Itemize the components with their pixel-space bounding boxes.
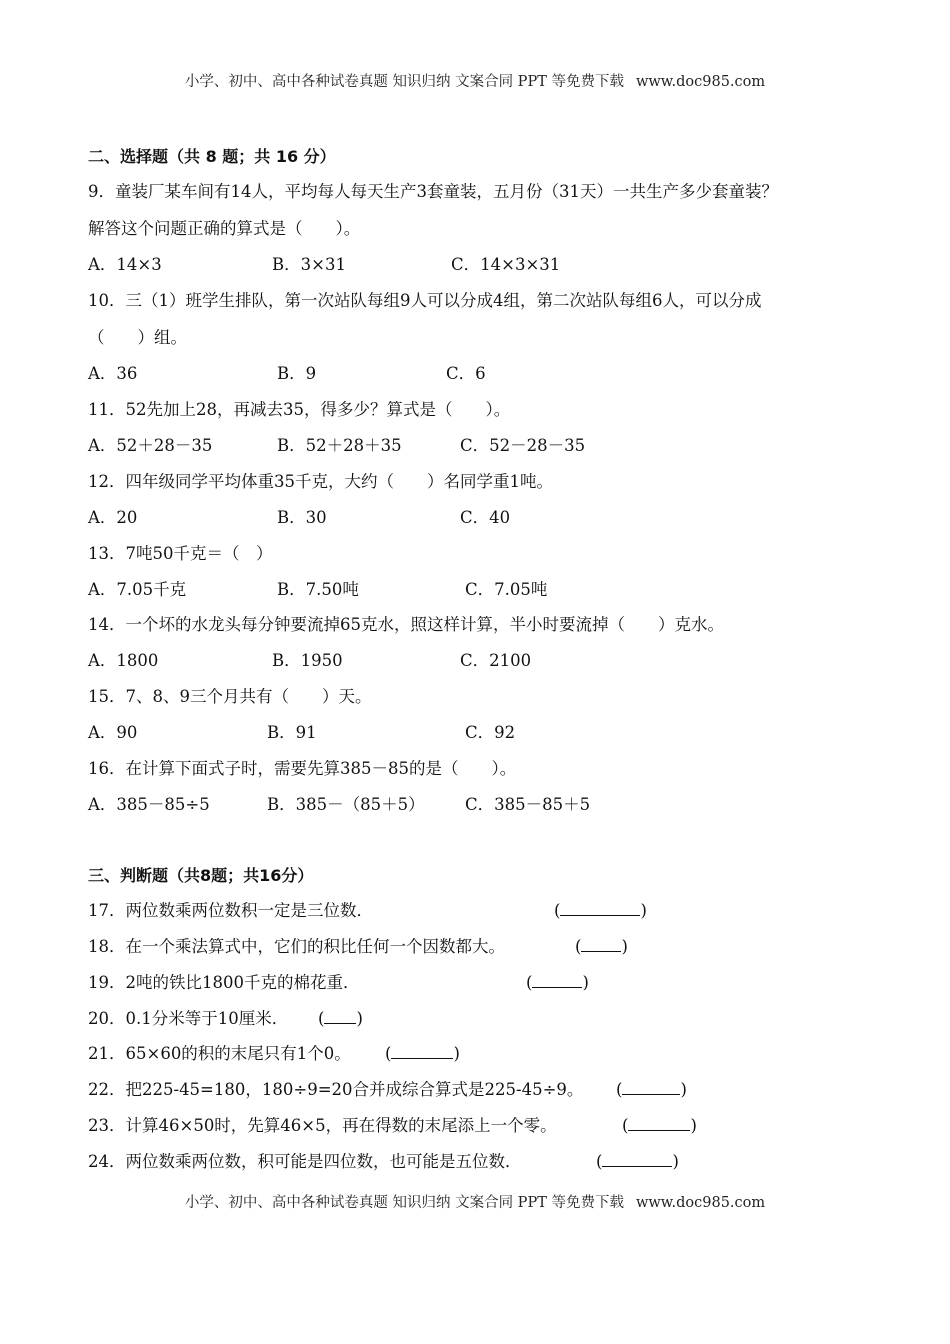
q15-stem: 15．7、8、9三个月共有（ ）天。 (88, 687, 372, 706)
q10-option-a: A．36 (88, 364, 138, 383)
q11-option-c: C．52－28－35 (460, 436, 586, 455)
q14-option-a: A．1800 (88, 651, 159, 670)
q16-stem: 16．在计算下面式子时，需要先算385－85的是（ ）。 (88, 759, 517, 778)
answer-blank-19[interactable]: ( ) (526, 973, 589, 992)
judge-item-text: 19．2吨的铁比1800千克的棉花重． (88, 973, 360, 992)
judge-item-text: 23．计算46×50时，先算46×5，再在得数的末尾添上一个零。 (88, 1116, 557, 1135)
q11-stem: 11．52先加上28，再减去35，得多少？算式是（ ）。 (88, 400, 511, 419)
answer-blank-24[interactable]: ( ) (596, 1152, 679, 1171)
judge-item-text: 20．0.1分米等于10厘米． (88, 1009, 289, 1028)
q13-option-c: C．7.05吨 (465, 580, 548, 599)
q15-option-c: C．92 (465, 723, 516, 742)
judge-item-22 (88, 1079, 583, 1101)
q9-option-a: A．14×3 (88, 255, 162, 274)
q9-stem-line2: 解答这个问题正确的算式是（ ）。 (88, 219, 361, 238)
q14-stem: 14．一个坏的水龙头每分钟要流掉65克水，照这样计算，半小时要流掉（ ）克水。 (88, 615, 724, 634)
q16-option-c: C．385－85＋5 (465, 795, 591, 814)
answer-blank-21[interactable]: ( ) (385, 1044, 460, 1063)
q10-option-b: B．9 (277, 364, 317, 383)
q12-option-b: B．30 (277, 508, 327, 527)
header-url: www.doc985.com (635, 74, 766, 90)
judge-item-20 (88, 1008, 288, 1030)
answer-blank-17[interactable]: ( ) (554, 901, 647, 920)
answer-blank-18[interactable]: ( ) (575, 937, 628, 956)
q10-stem-line1: 10．三（1）班学生排队，第一次站队每组9人可以分成4组，第二次站队每组6人，可以分成 (88, 291, 762, 310)
q14-option-b: B．1950 (272, 651, 343, 670)
footer-url: www.doc985.com (635, 1195, 766, 1211)
q15-option-a: A．90 (88, 723, 138, 742)
q15-option-b: B．91 (267, 723, 317, 742)
judge-item-text: 18．在一个乘法算式中，它们的积比任何一个因数都大。 (88, 937, 505, 956)
judge-item-19 (88, 972, 360, 994)
q9-stem-line1: 9．童装厂某车间有14人，平均每人每天生产3套童装，五月份（31天）一共生产多少套童装？ (88, 182, 778, 201)
q13-option-a: A．7.05千克 (88, 580, 187, 599)
judge-item-text: 24．两位数乘两位数，积可能是四位数，也可能是五位数． (88, 1152, 522, 1171)
judge-item-23 (88, 1115, 557, 1137)
section2-title: 二、选择题（共 8 题；共 16 分） (88, 147, 336, 166)
judge-item-18 (88, 936, 505, 958)
q10-stem-line2: （ ）组。 (88, 328, 187, 347)
q11-option-a: A．52＋28－35 (88, 436, 213, 455)
answer-blank-23[interactable]: ( ) (622, 1116, 697, 1135)
judge-item-text: 17．两位数乘两位数积一定是三位数． (88, 901, 373, 920)
q13-stem: 13．7吨50千克＝（ ） (88, 544, 273, 563)
answer-blank-20[interactable]: ( ) (318, 1009, 363, 1028)
q9-option-c: C．14×3×31 (451, 255, 561, 274)
q10-option-c: C．6 (446, 364, 486, 383)
q9-option-b: B．3×31 (272, 255, 346, 274)
q13-option-b: B．7.50吨 (277, 580, 359, 599)
footer-text: 小学、初中、高中各种试卷真题 知识归纳 文案合同 PPT 等免费下载 (184, 1195, 624, 1211)
page-footer (0, 1191, 950, 1212)
judge-item-21 (88, 1043, 351, 1065)
answer-blank-22[interactable]: ( ) (616, 1080, 687, 1099)
q12-stem: 12．四年级同学平均体重35千克，大约（ ）名同学重1吨。 (88, 472, 553, 491)
q14-option-c: C．2100 (460, 651, 532, 670)
section3-title: 三、判断题（共8题；共16分） (88, 866, 314, 885)
q11-option-b: B．52＋28＋35 (277, 436, 402, 455)
q12-option-c: C．40 (460, 508, 511, 527)
q16-option-b: B．385－（85＋5） (267, 795, 425, 814)
q12-option-a: A．20 (88, 508, 138, 527)
page-header (0, 70, 950, 91)
header-text: 小学、初中、高中各种试卷真题 知识归纳 文案合同 PPT 等免费下载 (184, 74, 624, 90)
judge-item-24 (88, 1151, 522, 1173)
judge-item-text: 22．把225-45=180，180÷9=20合并成综合算式是225-45÷9。 (88, 1080, 584, 1099)
q16-option-a: A．385－85÷5 (88, 795, 210, 814)
judge-item-text: 21．65×60的积的末尾只有1个0。 (88, 1044, 351, 1063)
judge-item-17 (88, 900, 373, 922)
